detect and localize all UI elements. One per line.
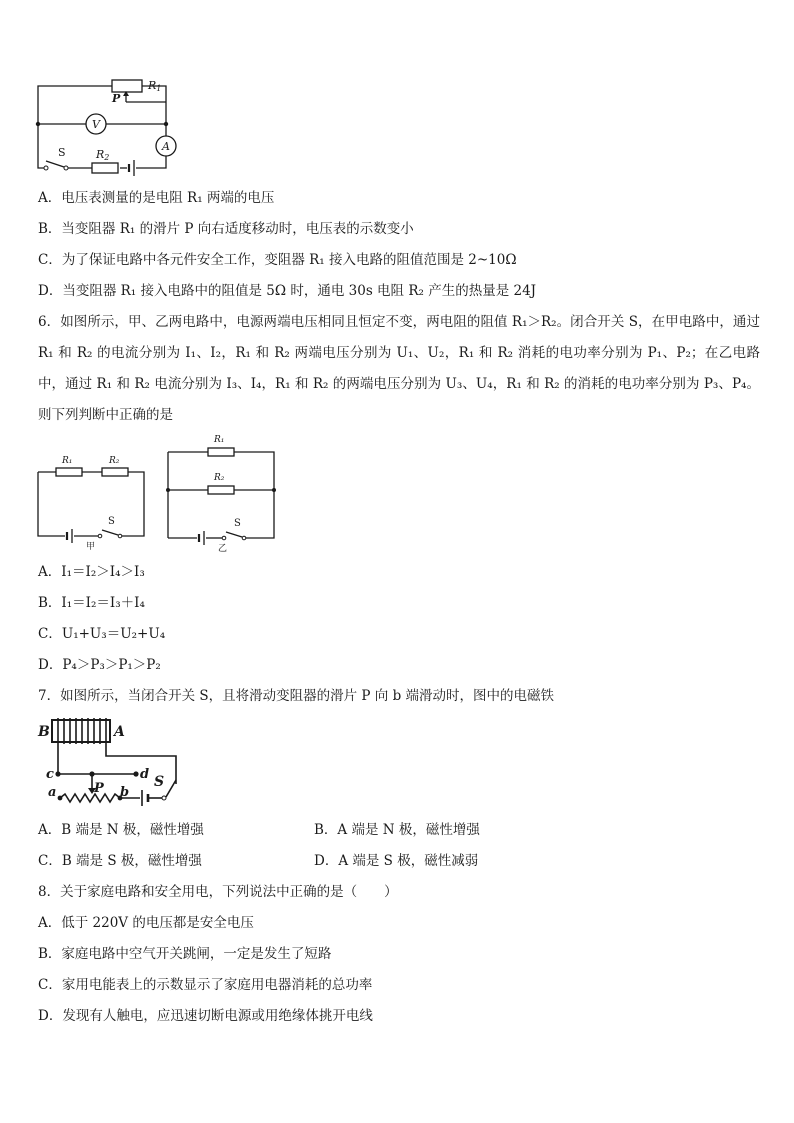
point-a-label: a [48,785,57,800]
resistor-r1-jia [56,468,82,476]
ammeter-label: A [162,140,170,153]
q6-option-d: D．P₄＞P₃＞P₁＞P₂ [38,657,161,673]
switch-s-label: S [154,774,165,790]
slider-p-label: P [94,781,104,796]
point-c-label: c [46,767,54,782]
switch-label-jia: S [108,516,115,527]
q7-option-b: B．A 端是 N 极，磁性增强 [314,822,480,838]
electromagnet-core [52,720,110,742]
r1-label: R1 [148,79,162,93]
circuit-name-jia: 甲 [86,542,96,552]
electromagnet-diagram [36,712,184,812]
q8-option-c: C．家用电能表上的示数显示了家庭用电器消耗的总功率 [38,977,373,993]
point-d-label: d [140,767,150,782]
slider-p-label: P [112,92,121,105]
q7-option-d: D．A 端是 S 极，磁性减弱 [314,853,479,869]
circuit-yi [162,430,282,554]
resistor-r2-yi [208,486,234,494]
resistor-r2-jia [102,468,128,476]
end-b-label: B [38,724,50,740]
q6-option-c: C．U₁+U₃＝U₂+U₄ [38,626,166,642]
r1-label-jia: R₁ [62,456,73,466]
switch-label-yi: S [234,518,241,529]
r2-label-jia: R₂ [109,456,120,466]
circuit-name-yi: 乙 [218,544,228,554]
r2-label: R2 [96,148,110,162]
voltmeter-label: V [92,118,100,131]
switch-label: S [58,146,66,159]
r1-label-yi: R₁ [214,435,225,445]
end-a-label: A [114,724,125,740]
q8-option-b: B．家庭电路中空气开关跳闸，一定是发生了短路 [38,946,332,962]
q5-option-c: C．为了保证电路中各元件安全工作，变阻器 R₁ 接入电路的阻值范围是 2~10Ω [38,252,517,268]
rheostat-r1 [112,80,142,92]
q5-option-b: B．当变阻器 R₁ 的滑片 P 向右适度移动时，电压表的示数变小 [38,221,414,237]
circuit-jia [36,452,148,552]
point-b-label: b [120,785,130,800]
q7-stem: 7．如图所示，当闭合开关 S，且将滑动变阻器的滑片 P 向 b 端滑动时，图中的电磁铁 [38,688,555,704]
q6-stem: 6．如图所示，甲、乙两电路中，电源两端电压相同且恒定不变，两电阻的阻值 R₁＞R₂。闭合开关 S，在甲电路中，通过 R₁ 和 R₂ 的电流分别为 I₁、I₂，R₁ 和 R₂ 两端电压分别为 U₁、U₂，R₁ 和 R₂ 消耗的电功率分别为 P₁、P₂；在乙电路中，通过 R₁ 和 R₂ 电流分别为 I₃、I₄，R₁ 和 R₂ 的两端电压分别为 U₃、U₄，R₁ 和 R₂ 的消耗的电功率分别为 P₃、P₄。则下列判断中正确的是 [38,314,760,423]
q5-option-d: D．当变阻器 R₁ 接入电路中的阻值是 5Ω 时，通电 30s 电阻 R₂ 产生的热量是 24J [38,283,537,299]
circuit-diagram-q5 [30,72,200,184]
q8-option-a: A．低于 220V 的电压都是安全电压 [38,915,254,931]
q7-option-a: A．B 端是 N 极，磁性增强 [38,822,204,838]
q8-option-d: D．发现有人触电，应迅速切断电源或用绝缘体挑开电线 [38,1008,373,1024]
q8-stem: 8．关于家庭电路和安全用电，下列说法中正确的是（ ） [38,884,398,900]
resistor-r2 [92,163,118,173]
q6-option-a: A．I₁＝I₂＞I₄＞I₃ [38,564,145,580]
r2-label-yi: R₂ [214,473,225,483]
resistor-r1-yi [208,448,234,456]
q5-option-a: A．电压表测量的是电阻 R₁ 两端的电压 [38,190,275,206]
q7-option-c: C．B 端是 S 极，磁性增强 [38,853,202,869]
q6-option-b: B．I₁＝I₂＝I₃＋I₄ [38,595,145,611]
